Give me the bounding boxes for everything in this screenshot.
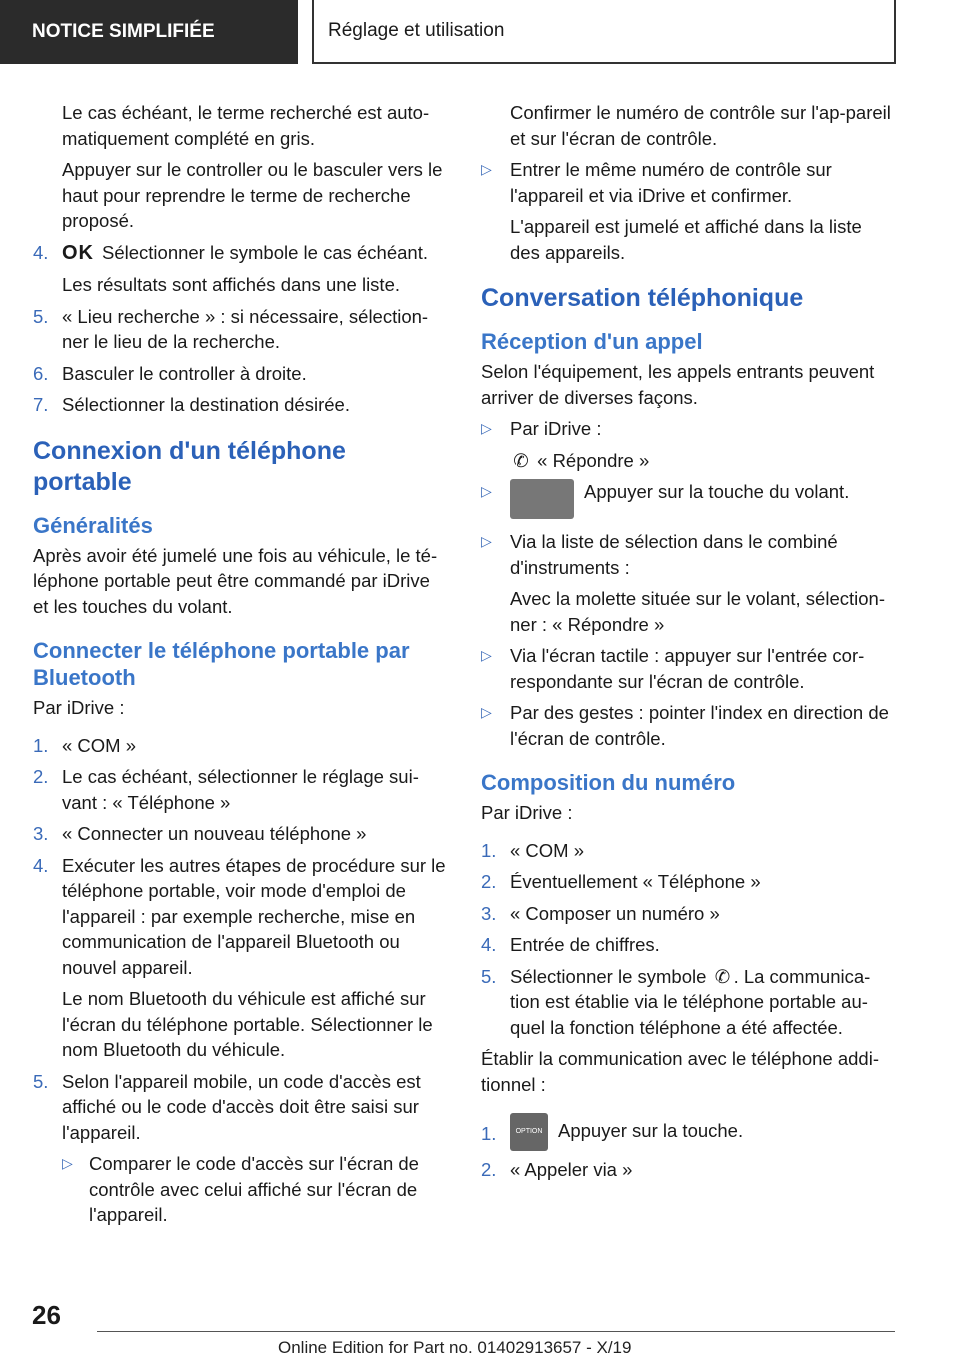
paragraph	[510, 448, 895, 474]
left-column	[33, 100, 447, 1234]
bullet-item	[481, 479, 895, 523]
triangle-bullet-icon: ▷	[481, 647, 492, 663]
paragraph: Selon l'équipement, les appels entrants peuvent arriver de diverses façons.	[481, 361, 875, 408]
option-button-icon: OPTION	[510, 1113, 548, 1151]
paragraph: Appuyer sur le controller ou le basculer vers le haut pour reprendre le terme de recherche proposé.	[62, 159, 443, 231]
paragraph: Par iDrive :	[33, 697, 125, 718]
paragraph: L'appareil est jumelé et affiché dans la liste des appareils.	[510, 216, 862, 263]
subsection-heading: Connecter le téléphone portable par Bluetooth	[33, 638, 410, 690]
list-number: 1.	[33, 734, 49, 756]
list-item	[481, 901, 895, 927]
list-text: « Lieu recherche » : si nécessaire, sélection-ner le lieu de la recherche.	[62, 305, 429, 352]
list-text: Sélectionner le symbole	[510, 965, 707, 987]
subsection-heading: Généralités	[33, 512, 153, 538]
list-number: 3.	[33, 823, 49, 844]
list-text: Basculer le controller à droite.	[62, 362, 307, 384]
footer-edition: Online Edition for Part no. 01402913657 - X/19	[278, 1338, 632, 1357]
paragraph: Le cas échéant, le terme recherché est auto-matiquement complété en gris.	[62, 102, 430, 149]
bullet-text: Via l'écran tactile : appuyer sur l'entrée cor-respondante sur l'écran de contrôle.	[510, 645, 865, 692]
bullet-text: Par iDrive :	[510, 418, 602, 439]
list-text: Exécuter les autres étapes de procédure sur le téléphone portable, voir mode d'emploi de l'appareil : par exemple recherche, mise en communication de l'appareil Bluetooth ou nouvel appareil.	[62, 854, 446, 978]
list-number: 7.	[33, 394, 49, 415]
list-number: 4.	[481, 934, 497, 955]
paragraph: Par iDrive :	[481, 802, 573, 823]
list-number: 2.	[481, 1159, 497, 1180]
list-text: Sélectionner la destination désirée.	[62, 394, 350, 415]
list-number: 4.	[33, 854, 49, 876]
list-text: Selon l'appareil mobile, un code d'accès est affiché ou le code d'accès doit être saisi sur l'appareil.	[62, 1070, 421, 1143]
list-text: Le cas échéant, sélectionner le réglage sui-vant : « Téléphone »	[62, 766, 419, 813]
footer-divider	[97, 1331, 895, 1332]
list-number: 5.	[33, 305, 49, 327]
option-label: « Répondre »	[537, 449, 650, 471]
list-item	[481, 932, 895, 958]
list-item	[33, 392, 447, 418]
page-number: 26	[32, 1300, 61, 1330]
bullet-text: Entrer le même numéro de contrôle sur l'appareil et via iDrive et confirmer.	[510, 159, 832, 206]
triangle-bullet-icon: ▷	[481, 161, 492, 177]
list-number: 4.	[33, 241, 49, 263]
phone-icon: ✆	[513, 449, 529, 471]
steering-wheel-phone-button-icon	[510, 479, 574, 519]
bullet-item	[481, 416, 895, 442]
paragraph: Établir la communication avec le téléphone addi-tionnel :	[481, 1048, 879, 1095]
list-text: Entrée de chiffres.	[510, 934, 660, 955]
list-number: 2.	[33, 766, 49, 787]
ok-icon: OK	[62, 241, 94, 264]
triangle-bullet-icon: ▷	[481, 483, 492, 499]
list-number: 3.	[481, 902, 497, 924]
header-chapter-title: Réglage et utilisation	[312, 0, 896, 64]
list-item	[481, 1113, 895, 1151]
header-section-title: NOTICE SIMPLIFIÉE	[0, 0, 298, 64]
list-text: « COM »	[62, 734, 137, 756]
list-item	[33, 733, 447, 759]
list-number: 5.	[481, 965, 497, 987]
bullet-text: Appuyer sur la touche du volant.	[584, 481, 850, 502]
list-text: « Appeler via »	[510, 1159, 633, 1180]
bullet-text: Comparer le code d'accès sur l'écran de contrôle avec celui affiché sur l'écran de l'appareil.	[89, 1153, 419, 1225]
bullet-text: Par des gestes : pointer l'index en direction de l'écran de contrôle.	[510, 702, 889, 749]
list-item	[33, 853, 447, 981]
bullet-item	[481, 157, 895, 208]
list-number: 1.	[481, 839, 497, 861]
list-item	[33, 240, 447, 267]
list-number: 1.	[481, 1123, 497, 1144]
paragraph: Le nom Bluetooth du véhicule est affiché sur l'écran du téléphone portable. Sélectionner le nom Bluetooth du véhicule.	[62, 988, 433, 1060]
list-text: « Connecter un nouveau téléphone »	[62, 823, 367, 844]
list-item	[33, 764, 447, 815]
list-item	[481, 964, 895, 1041]
section-heading: Conversation téléphonique	[481, 284, 804, 312]
bullet-item	[481, 643, 895, 694]
list-number: 5.	[33, 1070, 49, 1092]
section-heading: Connexion d'un téléphone portable	[33, 436, 346, 496]
list-text: « Composer un numéro »	[510, 902, 720, 924]
phone-icon: ✆	[714, 965, 731, 987]
list-number: 2.	[481, 871, 497, 892]
list-item	[481, 869, 895, 895]
triangle-bullet-icon: ▷	[481, 533, 492, 549]
triangle-bullet-icon: ▷	[481, 704, 492, 720]
list-text-cont: . La communica-tion est établie via le téléphone portable au-quel la fonction téléphone a été affectée.	[510, 965, 871, 1038]
list-text: Éventuellement « Téléphone »	[510, 871, 761, 892]
list-item	[33, 304, 447, 355]
paragraph: Les résultats sont affichés dans une liste.	[62, 274, 400, 295]
subsection-heading: Composition du numéro	[481, 770, 736, 795]
list-number: 6.	[33, 362, 49, 384]
bullet-text: Via la liste de sélection dans le combiné d'instruments :	[510, 531, 838, 578]
list-item	[33, 1069, 447, 1146]
list-text: Sélectionner le symbole le cas échéant.	[102, 241, 428, 263]
triangle-bullet-icon: ▷	[481, 420, 492, 436]
list-item	[33, 361, 447, 387]
triangle-bullet-icon: ▷	[62, 1155, 73, 1171]
paragraph: Avec la molette située sur le volant, sélection-ner : « Répondre »	[510, 588, 885, 635]
list-item	[481, 838, 895, 864]
list-text: « COM »	[510, 839, 585, 861]
paragraph: Confirmer le numéro de contrôle sur l'ap-pareil et sur l'écran de contrôle.	[510, 102, 891, 149]
bullet-item	[62, 1151, 447, 1228]
list-item	[33, 821, 447, 847]
paragraph: Après avoir été jumelé une fois au véhicule, le té-léphone portable peut être commandé par iDrive et les touches du volant.	[33, 544, 438, 617]
bullet-item	[481, 700, 895, 751]
bullet-item	[481, 529, 895, 580]
list-item	[481, 1157, 895, 1183]
right-column	[481, 100, 895, 1189]
list-text: Appuyer sur la touche.	[558, 1119, 744, 1141]
subsection-heading: Réception d'un appel	[481, 329, 703, 354]
